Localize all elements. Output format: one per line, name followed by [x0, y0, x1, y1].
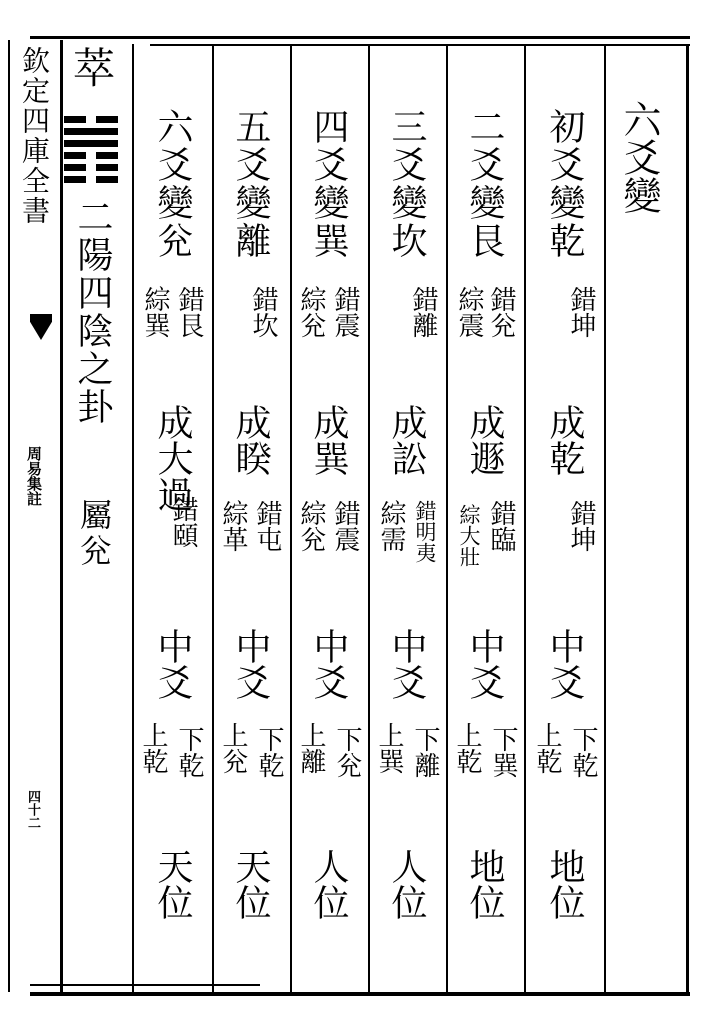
edge-left-line: [8, 40, 10, 992]
yao-zhong-upper: 上乾: [452, 722, 482, 774]
yao-title: 四爻變巽: [308, 108, 349, 260]
header-column-divider: [132, 44, 134, 992]
yao-cheng-zong: 綜需: [376, 500, 406, 552]
hexagram-line: [64, 140, 118, 147]
yao-cuo: 錯艮: [174, 286, 204, 338]
top-inner-line: [150, 44, 690, 46]
yao-zhong-upper: 上離: [296, 722, 326, 774]
yao-zong: 綜震: [454, 286, 484, 338]
yao-position: 人位: [308, 848, 349, 920]
yao-zhong-lower: 下乾: [568, 726, 598, 778]
yao-cuo: 錯震: [330, 286, 360, 338]
yao-cheng: 成巽: [308, 404, 349, 476]
yao-zhong: 中爻: [464, 628, 505, 700]
hexagram-line: [64, 128, 118, 135]
hexagram-symbol: [64, 116, 118, 188]
yao-zhong: 中爻: [152, 628, 193, 700]
hexagram-line: [64, 164, 118, 171]
six-change-heading: 六爻變: [617, 100, 661, 214]
yao-zhong: 中爻: [544, 628, 585, 700]
yao-cheng: 成乾: [544, 404, 585, 476]
column-divider: [604, 44, 606, 992]
yao-cheng-zong: 綜大壯: [457, 504, 481, 567]
yao-title: 三爻變坎: [386, 108, 427, 260]
yao-cuo: 錯離: [408, 286, 438, 338]
yao-zhong-upper: 上乾: [138, 722, 168, 774]
yao-cheng: 成遯: [464, 404, 505, 476]
yao-zhong: 中爻: [308, 628, 349, 700]
column-divider: [290, 44, 292, 992]
yao-cheng-cuo: 錯震: [330, 500, 360, 552]
yao-zhong-lower: 下離: [410, 726, 440, 778]
yao-zhong-upper: 上兊: [218, 722, 248, 774]
yao-cuo: 錯坎: [248, 286, 278, 338]
yao-position: 天位: [152, 848, 193, 920]
yao-zhong-lower: 下兊: [332, 726, 362, 778]
yao-cheng-zong: 綜革: [218, 500, 248, 552]
edge-page-number: 四十二: [25, 790, 40, 829]
fish-tail-mark: [30, 314, 52, 340]
column-divider: [446, 44, 448, 992]
edge-collection-title: 欽定四庫全書: [18, 46, 51, 226]
bottom-inner-line: [30, 984, 260, 986]
column-divider: [212, 44, 214, 992]
hexagram-description: 二陽四陰之卦: [72, 198, 113, 426]
yao-cuo: 錯坤: [566, 286, 596, 338]
yao-cuo: 錯兊: [486, 286, 516, 338]
yao-zhong-upper: 上乾: [532, 722, 562, 774]
yao-cheng-cuo: 錯頤: [168, 496, 198, 548]
yao-cheng-cuo: 錯臨: [486, 500, 516, 552]
yao-title: 五爻變離: [230, 108, 271, 260]
yao-position: 天位: [230, 848, 271, 920]
top-border-line: [30, 36, 690, 39]
yao-title: 初爻變乾: [544, 108, 585, 260]
yao-zong: 綜巽: [140, 286, 170, 338]
edge-right-line: [60, 40, 63, 992]
bottom-border-line: [30, 992, 690, 996]
yao-zhong: 中爻: [386, 628, 427, 700]
hexagram-name: 萃: [67, 46, 116, 88]
edge-book-title: 周易集註: [25, 446, 43, 506]
yao-zhong-upper: 上巽: [374, 722, 404, 774]
yao-cheng: 成睽: [230, 404, 271, 476]
yao-zhong-lower: 下巽: [488, 726, 518, 778]
yao-zong: 綜兊: [296, 286, 326, 338]
hexagram-line: [64, 152, 118, 159]
yao-cheng-cuo: 錯明夷: [413, 500, 437, 563]
column-divider: [368, 44, 370, 992]
yao-position: 地位: [544, 848, 585, 920]
right-border-line: [686, 44, 689, 992]
yao-zhong: 中爻: [230, 628, 271, 700]
hexagram-line: [64, 116, 118, 123]
yao-zhong-lower: 下乾: [174, 726, 204, 778]
yao-cheng-cuo: 錯坤: [566, 500, 596, 552]
yao-cheng: 成大過: [152, 404, 193, 512]
yao-title: 六爻變兊: [152, 108, 193, 260]
hexagram-palace: 屬兊: [75, 498, 113, 570]
yao-cheng: 成訟: [386, 404, 427, 476]
yao-position: 人位: [386, 848, 427, 920]
hexagram-line: [64, 176, 118, 183]
column-divider: [524, 44, 526, 992]
yao-title: 二爻變艮: [464, 108, 505, 260]
yao-position: 地位: [464, 848, 505, 920]
yao-cheng-zong: 綜兊: [296, 500, 326, 552]
yao-zhong-lower: 下乾: [254, 726, 284, 778]
yao-cheng-cuo: 錯屯: [252, 500, 282, 552]
